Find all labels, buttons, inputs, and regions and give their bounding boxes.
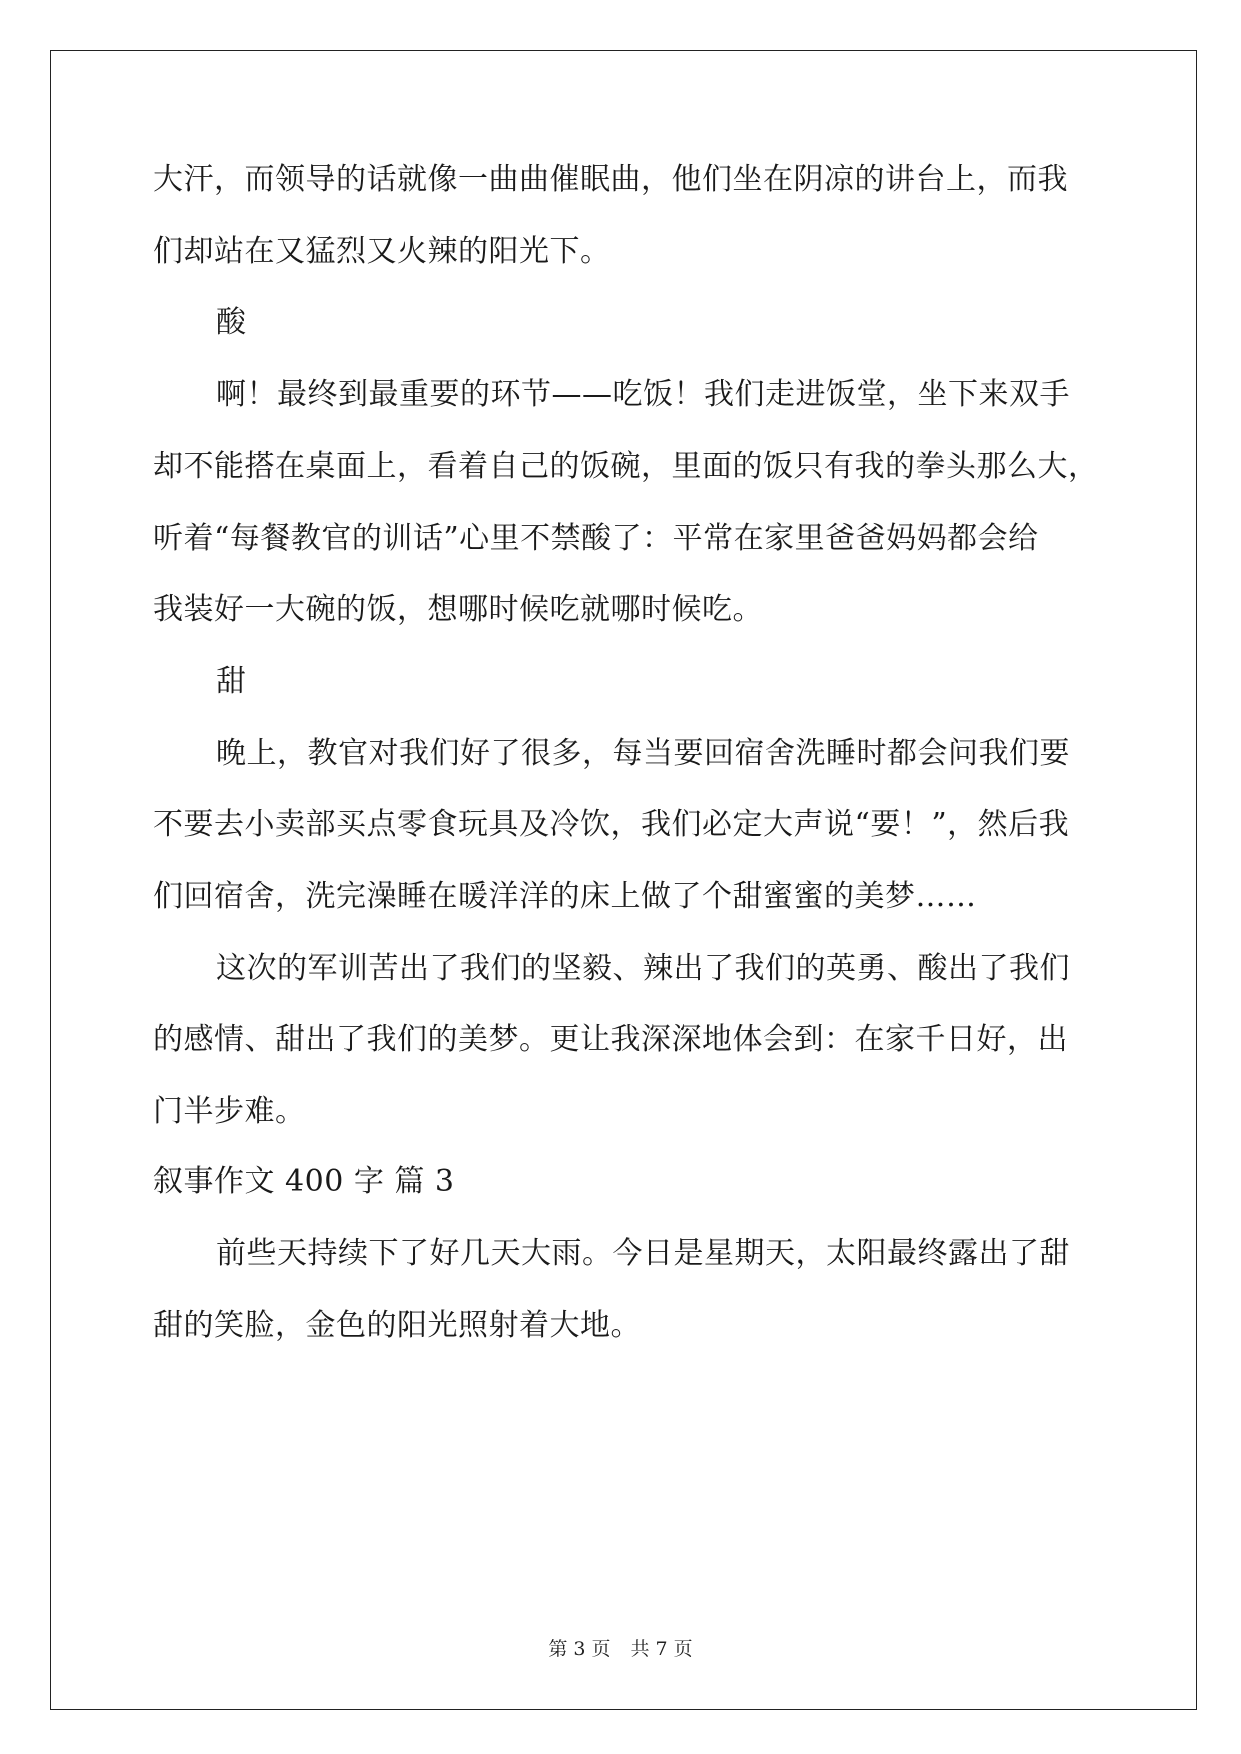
text-line: 大汗，而领导的话就像一曲曲催眠曲，他们坐在阴凉的讲台上，而我 — [153, 162, 1068, 197]
article-title: 叙事作文 400 字 篇 3 — [153, 1164, 455, 1199]
text-line: 却不能搭在桌面上，看着自己的饭碗，里面的饭只有我的拳头那么大， — [153, 449, 1099, 484]
page-footer — [0, 1634, 1241, 1661]
text-line: 们回宿舍，洗完澡睡在暖洋洋的床上做了个甜蜜蜜的美梦…… — [153, 879, 977, 914]
text-line: 不要去小卖部买点零食玩具及冷饮，我们必定大声说“要！”，然后我 — [153, 807, 1070, 842]
section-heading-sour: 酸 — [216, 305, 247, 340]
text-line: 晚上，教官对我们好了很多，每当要回宿舍洗睡时都会问我们要 — [216, 736, 1070, 771]
text-line: 的感情、甜出了我们的美梦。更让我深深地体会到：在家千日好，出 — [153, 1022, 1068, 1057]
text-line: 我装好一大碗的饭，想哪时候吃就哪时候吃。 — [153, 592, 763, 627]
text-line: 甜的笑脸，金色的阳光照射着大地。 — [153, 1308, 641, 1343]
text-line: 们却站在又猛烈又火辣的阳光下。 — [153, 234, 611, 269]
text-line: 前些天持续下了好几天大雨。今日是星期天，太阳最终露出了甜 — [216, 1236, 1070, 1271]
text-line: 门半步难。 — [153, 1094, 306, 1129]
section-heading-sweet: 甜 — [216, 664, 247, 699]
page-total: 共 7 页 — [630, 1638, 693, 1660]
text-line: 听着“每餐教官的训话”心里不禁酸了：平常在家里爸爸妈妈都会给 — [153, 521, 1039, 556]
text-line: 啊！最终到最重要的环节——吃饭！我们走进饭堂，坐下来双手 — [216, 377, 1070, 412]
page-number: 第 3 页 — [548, 1638, 611, 1660]
text-line: 这次的军训苦出了我们的坚毅、辣出了我们的英勇、酸出了我们 — [216, 951, 1070, 986]
